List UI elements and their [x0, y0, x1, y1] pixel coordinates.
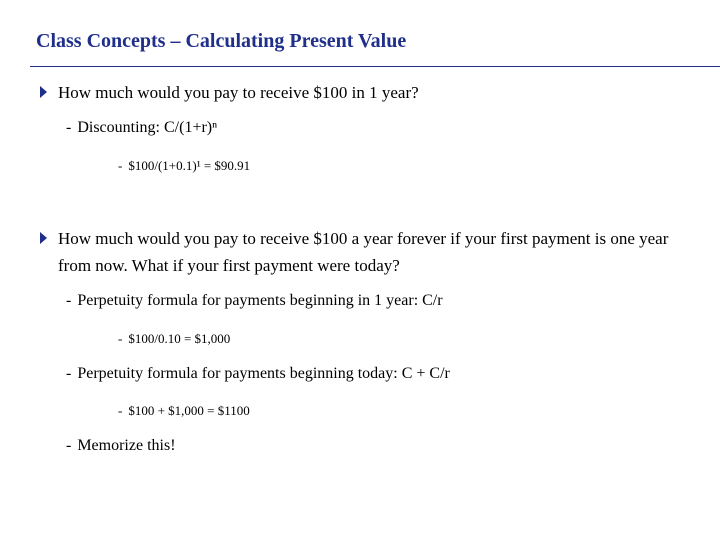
dash-marker: - — [118, 403, 123, 418]
sub-item-text: Perpetuity formula for payments beginning in 1 year: C/r — [77, 292, 443, 309]
triangle-right-icon — [40, 232, 50, 244]
sub-item — [66, 291, 443, 311]
dash-marker: - — [66, 365, 72, 382]
sub-sub-item — [118, 157, 250, 175]
sub-item — [66, 118, 217, 138]
sub-sub-item-text: $100 + $1,000 = $1100 — [128, 403, 250, 418]
sub-item-text: Memorize this! — [77, 437, 176, 454]
dash-marker: - — [118, 331, 123, 346]
triangle-right-icon — [40, 86, 50, 98]
dash-marker: - — [118, 158, 123, 173]
title-divider — [30, 66, 720, 67]
sub-sub-item — [118, 402, 250, 420]
sub-sub-item — [118, 330, 230, 348]
sub-item — [66, 364, 450, 384]
bullet-item: How much would you pay to receive $100 a year forever if your first payment is one year from now. What if your first payment were today? — [58, 229, 669, 275]
dash-marker: - — [66, 437, 72, 454]
dash-marker: - — [66, 119, 72, 136]
sub-sub-item-text: $100/(1+0.1)¹ = $90.91 — [128, 158, 251, 173]
sub-item — [66, 436, 176, 456]
dash-marker: - — [66, 292, 72, 309]
sub-sub-item-text: $100/0.10 = $1,000 — [128, 331, 231, 346]
sub-item-text: Perpetuity formula for payments beginning today: C + C/r — [77, 365, 450, 382]
bullet-item: How much would you pay to receive $100 in 1 year? — [58, 83, 419, 102]
slide-title: Class Concepts – Calculating Present Value — [36, 30, 407, 52]
sub-item-text: Discounting: C/(1+r)ⁿ — [77, 119, 218, 136]
